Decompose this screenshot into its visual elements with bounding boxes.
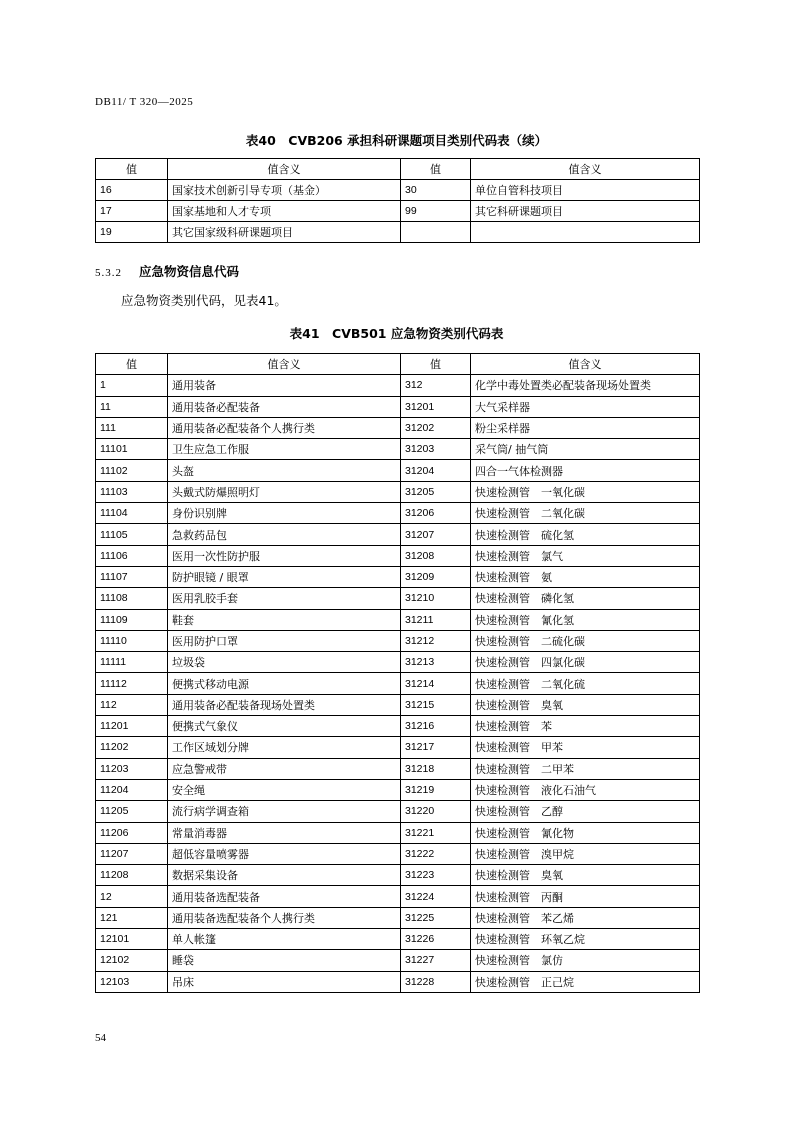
cell-value: 31205: [401, 481, 471, 502]
cell-meaning: 身份识别牌: [168, 503, 401, 524]
cell-meaning: 急救药品包: [168, 524, 401, 545]
table-row: [96, 503, 700, 524]
cell-value: 11107: [96, 566, 168, 587]
cell-value: 31201: [401, 396, 471, 417]
cell-meaning: 快速检测管 丙酮: [471, 886, 700, 907]
cell-meaning: 快速检测管 四氯化碳: [471, 652, 700, 673]
cell-value: 31217: [401, 737, 471, 758]
cell-value: 11104: [96, 503, 168, 524]
document-header: DB11/ T 320—2025: [95, 96, 194, 108]
table-row: [96, 439, 700, 460]
cell-meaning: 医用防护口罩: [168, 630, 401, 651]
table-row: [96, 180, 700, 201]
table-40-body: [96, 180, 700, 243]
cell-value: 112: [96, 694, 168, 715]
cell-meaning: 防护眼镜 / 眼罩: [168, 566, 401, 587]
cell-meaning: 鞋套: [168, 609, 401, 630]
cell-meaning: 工作区域划分牌: [168, 737, 401, 758]
cell-meaning: 通用装备: [168, 375, 401, 396]
cell-meaning: [471, 222, 700, 243]
table-row: [96, 716, 700, 737]
cell-value: 11102: [96, 460, 168, 481]
table-row: [96, 630, 700, 651]
cell-meaning: 快速检测管 氯仿: [471, 950, 700, 971]
cell-value: 31206: [401, 503, 471, 524]
table-row: [96, 375, 700, 396]
cell-meaning: 快速检测管 二氧化碳: [471, 503, 700, 524]
cell-meaning: 快速检测管 氰化氢: [471, 609, 700, 630]
cell-meaning: 快速检测管 氯气: [471, 545, 700, 566]
cell-value: 12: [96, 886, 168, 907]
cell-value: 31208: [401, 545, 471, 566]
cell-meaning: 化学中毒处置类必配装备现场处置类: [471, 375, 700, 396]
table-row: [96, 843, 700, 864]
cell-meaning: 快速检测管 乙醇: [471, 801, 700, 822]
cell-value: 31227: [401, 950, 471, 971]
cell-meaning: 快速检测管 二氧化硫: [471, 673, 700, 694]
cell-meaning: 大气采样器: [471, 396, 700, 417]
body-paragraph: 应急物资类别代码，见表41。: [121, 293, 287, 308]
cell-meaning: 超低容量喷雾器: [168, 843, 401, 864]
cell-value: 31218: [401, 758, 471, 779]
cell-meaning: 快速检测管 二甲苯: [471, 758, 700, 779]
table-row: [96, 971, 700, 992]
table-41-body: [96, 375, 700, 993]
table-row: [96, 865, 700, 886]
cell-meaning: 卫生应急工作服: [168, 439, 401, 460]
header-value: 值: [96, 354, 168, 375]
cell-value: 31220: [401, 801, 471, 822]
cell-meaning: 便携式气象仪: [168, 716, 401, 737]
cell-value: 11109: [96, 609, 168, 630]
table-row: [96, 588, 700, 609]
cell-value: 12103: [96, 971, 168, 992]
cell-value: 31219: [401, 779, 471, 800]
cell-value: 31212: [401, 630, 471, 651]
cell-meaning: 快速检测管 正己烷: [471, 971, 700, 992]
table-row: [96, 396, 700, 417]
cell-value: 31204: [401, 460, 471, 481]
cell-meaning: 其它国家级科研课题项目: [168, 222, 401, 243]
table-row: [96, 737, 700, 758]
cell-meaning: 其它科研课题项目: [471, 201, 700, 222]
page-number: 54: [95, 1032, 106, 1044]
header-meaning: 值含义: [168, 159, 401, 180]
table-row: [96, 222, 700, 243]
cell-value: [401, 222, 471, 243]
cell-meaning: 采气筒/ 抽气筒: [471, 439, 700, 460]
cell-meaning: 快速检测管 臭氧: [471, 694, 700, 715]
header-value: 值: [401, 354, 471, 375]
cell-value: 31210: [401, 588, 471, 609]
cell-value: 31223: [401, 865, 471, 886]
cell-meaning: 流行病学调查箱: [168, 801, 401, 822]
cell-meaning: 通用装备选配装备: [168, 886, 401, 907]
cell-value: 31215: [401, 694, 471, 715]
table-row: [96, 758, 700, 779]
header-value: 值: [401, 159, 471, 180]
cell-value: 11205: [96, 801, 168, 822]
cell-value: 31209: [401, 566, 471, 587]
cell-value: 99: [401, 201, 471, 222]
table-row: [96, 801, 700, 822]
cell-meaning: 国家技术创新引导专项（基金）: [168, 180, 401, 201]
cell-meaning: 单位自管科技项目: [471, 180, 700, 201]
cell-meaning: 应急警戒带: [168, 758, 401, 779]
cell-value: 31228: [401, 971, 471, 992]
table-header-row: [96, 159, 700, 180]
cell-meaning: 四合一气体检测器: [471, 460, 700, 481]
table-40-caption: 表40 CVB206 承担科研课题项目类别代码表（续）: [245, 133, 548, 148]
header-meaning: 值含义: [168, 354, 401, 375]
table-row: [96, 694, 700, 715]
cell-value: 11206: [96, 822, 168, 843]
table-row: [96, 524, 700, 545]
cell-value: 11208: [96, 865, 168, 886]
cell-meaning: 常量消毒器: [168, 822, 401, 843]
cell-value: 31214: [401, 673, 471, 694]
cell-value: 12102: [96, 950, 168, 971]
cell-meaning: 粉尘采样器: [471, 417, 700, 438]
table-41-caption: 表41 CVB501 应急物资类别代码表: [289, 326, 504, 341]
cell-value: 11108: [96, 588, 168, 609]
cell-value: 31216: [401, 716, 471, 737]
table-row: [96, 481, 700, 502]
table-row: [96, 886, 700, 907]
table-row: [96, 822, 700, 843]
cell-value: 31213: [401, 652, 471, 673]
cell-meaning: 国家基地和人才专项: [168, 201, 401, 222]
table-row: [96, 929, 700, 950]
cell-meaning: 头戴式防爆照明灯: [168, 481, 401, 502]
cell-value: 11202: [96, 737, 168, 758]
cell-value: 11101: [96, 439, 168, 460]
cell-value: 11204: [96, 779, 168, 800]
cell-value: 31211: [401, 609, 471, 630]
cell-value: 111: [96, 417, 168, 438]
cell-value: 11110: [96, 630, 168, 651]
cell-value: 11203: [96, 758, 168, 779]
cell-value: 11106: [96, 545, 168, 566]
cell-meaning: 通用装备必配装备个人携行类: [168, 417, 401, 438]
cell-meaning: 快速检测管 溴甲烷: [471, 843, 700, 864]
cell-meaning: 快速检测管 氰化物: [471, 822, 700, 843]
cell-meaning: 医用一次性防护服: [168, 545, 401, 566]
table-row: [96, 417, 700, 438]
cell-meaning: 快速检测管 甲苯: [471, 737, 700, 758]
cell-meaning: 快速检测管 苯乙烯: [471, 907, 700, 928]
cell-value: 11111: [96, 652, 168, 673]
table-row: [96, 779, 700, 800]
table-row: [96, 907, 700, 928]
cell-meaning: 快速检测管 磷化氢: [471, 588, 700, 609]
cell-value: 31207: [401, 524, 471, 545]
table-row: [96, 950, 700, 971]
cell-meaning: 医用乳胶手套: [168, 588, 401, 609]
cell-value: 17: [96, 201, 168, 222]
cell-value: 1: [96, 375, 168, 396]
cell-meaning: 快速检测管 苯: [471, 716, 700, 737]
cell-meaning: 通用装备选配装备个人携行类: [168, 907, 401, 928]
table-row: [96, 609, 700, 630]
cell-value: 121: [96, 907, 168, 928]
cell-meaning: 睡袋: [168, 950, 401, 971]
table-row: [96, 460, 700, 481]
cell-value: 11207: [96, 843, 168, 864]
cell-meaning: 安全绳: [168, 779, 401, 800]
cell-meaning: 通用装备必配装备现场处置类: [168, 694, 401, 715]
section-number: 5.3.2: [95, 267, 122, 279]
cell-meaning: 吊床: [168, 971, 401, 992]
cell-meaning: 便携式移动电源: [168, 673, 401, 694]
table-header-row: [96, 354, 700, 375]
cell-meaning: 快速检测管 臭氧: [471, 865, 700, 886]
header-value: 值: [96, 159, 168, 180]
cell-value: 11103: [96, 481, 168, 502]
cell-meaning: 通用装备必配装备: [168, 396, 401, 417]
cell-value: 12101: [96, 929, 168, 950]
table-row: [96, 673, 700, 694]
header-meaning: 值含义: [471, 159, 700, 180]
header-meaning: 值含义: [471, 354, 700, 375]
cell-meaning: 垃圾袋: [168, 652, 401, 673]
cell-value: 31221: [401, 822, 471, 843]
cell-meaning: 快速检测管 氨: [471, 566, 700, 587]
section-heading: [95, 262, 239, 280]
cell-meaning: 快速检测管 液化石油气: [471, 779, 700, 800]
cell-value: 16: [96, 180, 168, 201]
cell-value: 31226: [401, 929, 471, 950]
cell-meaning: 快速检测管 二硫化碳: [471, 630, 700, 651]
cell-value: 31225: [401, 907, 471, 928]
table-row: [96, 201, 700, 222]
cell-value: 31222: [401, 843, 471, 864]
table-40: [95, 158, 700, 243]
cell-value: 19: [96, 222, 168, 243]
cell-value: 31203: [401, 439, 471, 460]
cell-meaning: 数据采集设备: [168, 865, 401, 886]
cell-meaning: 头盔: [168, 460, 401, 481]
cell-value: 11: [96, 396, 168, 417]
section-title: 应急物资信息代码: [139, 264, 240, 279]
cell-meaning: 快速检测管 环氧乙烷: [471, 929, 700, 950]
table-row: [96, 652, 700, 673]
cell-value: 30: [401, 180, 471, 201]
cell-value: 31202: [401, 417, 471, 438]
cell-value: 11105: [96, 524, 168, 545]
table-row: [96, 566, 700, 587]
cell-value: 11112: [96, 673, 168, 694]
cell-value: 11201: [96, 716, 168, 737]
cell-meaning: 单人帐篷: [168, 929, 401, 950]
cell-value: 312: [401, 375, 471, 396]
cell-meaning: 快速检测管 一氧化碳: [471, 481, 700, 502]
table-41: [95, 353, 700, 993]
cell-meaning: 快速检测管 硫化氢: [471, 524, 700, 545]
table-row: [96, 545, 700, 566]
cell-value: 31224: [401, 886, 471, 907]
